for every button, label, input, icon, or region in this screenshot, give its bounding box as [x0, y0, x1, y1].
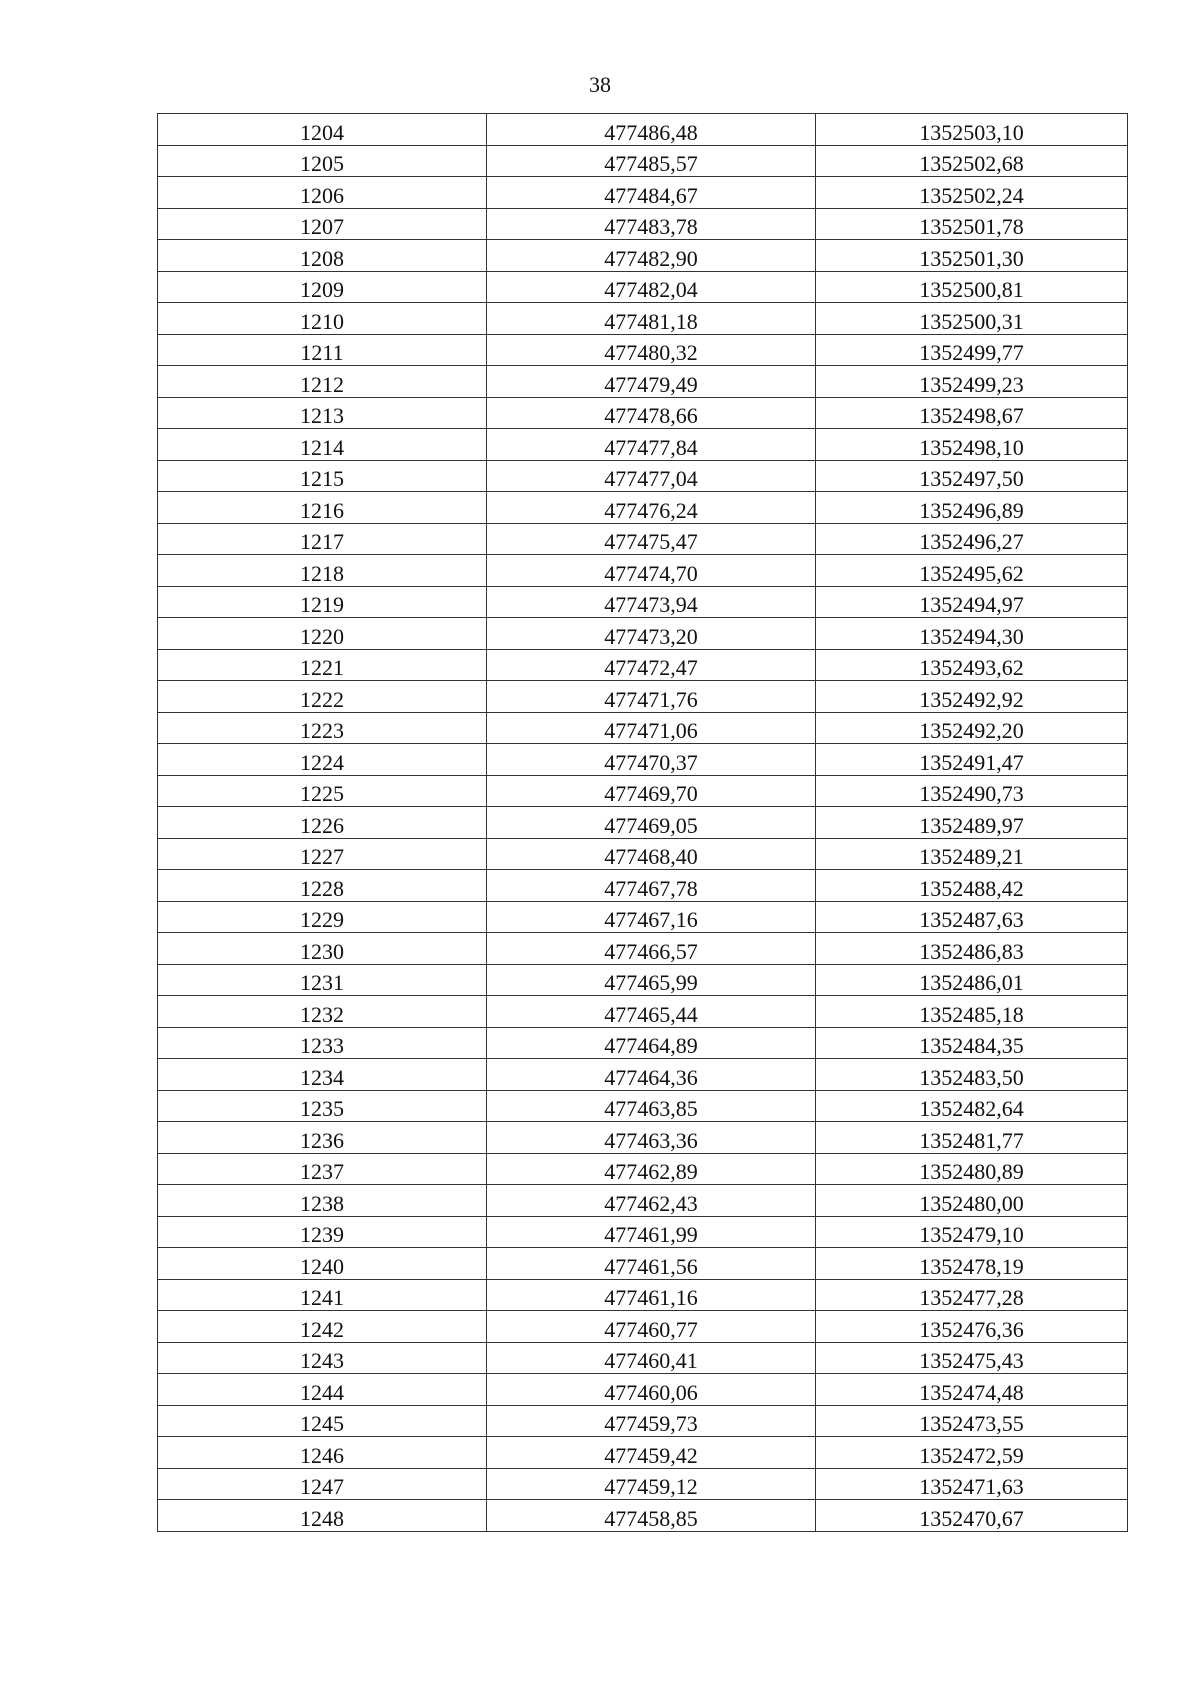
x-coordinate-cell: 477473,94	[487, 586, 816, 618]
table-row	[158, 1248, 1128, 1280]
point-number-cell: 1217	[158, 523, 487, 555]
x-coordinate-cell: 477468,40	[487, 838, 816, 870]
y-coordinate-cell: 1352483,50	[816, 1059, 1128, 1091]
x-coordinate-cell: 477464,89	[487, 1027, 816, 1059]
table-row	[158, 901, 1128, 933]
table-row	[158, 586, 1128, 618]
point-number-cell: 1212	[158, 366, 487, 398]
table-row	[158, 1405, 1128, 1437]
y-coordinate-cell: 1352492,20	[816, 712, 1128, 744]
point-number-cell: 1204	[158, 114, 487, 146]
coordinates-table	[157, 113, 1128, 1532]
y-coordinate-cell: 1352499,77	[816, 334, 1128, 366]
y-coordinate-cell: 1352474,48	[816, 1374, 1128, 1406]
y-coordinate-cell: 1352482,64	[816, 1090, 1128, 1122]
x-coordinate-cell: 477477,84	[487, 429, 816, 461]
y-coordinate-cell: 1352470,67	[816, 1500, 1128, 1532]
y-coordinate-cell: 1352471,63	[816, 1468, 1128, 1500]
y-coordinate-cell: 1352486,83	[816, 933, 1128, 965]
table-row	[158, 145, 1128, 177]
table-row	[158, 271, 1128, 303]
point-number-cell: 1227	[158, 838, 487, 870]
x-coordinate-cell: 477476,24	[487, 492, 816, 524]
point-number-cell: 1219	[158, 586, 487, 618]
table-row	[158, 1374, 1128, 1406]
table-row	[158, 807, 1128, 839]
y-coordinate-cell: 1352498,10	[816, 429, 1128, 461]
table-row	[158, 681, 1128, 713]
table-row	[158, 240, 1128, 272]
x-coordinate-cell: 477461,99	[487, 1216, 816, 1248]
x-coordinate-cell: 477460,41	[487, 1342, 816, 1374]
x-coordinate-cell: 477466,57	[487, 933, 816, 965]
x-coordinate-cell: 477465,44	[487, 996, 816, 1028]
table-row	[158, 366, 1128, 398]
y-coordinate-cell: 1352478,19	[816, 1248, 1128, 1280]
x-coordinate-cell: 477483,78	[487, 208, 816, 240]
table-row	[158, 838, 1128, 870]
point-number-cell: 1208	[158, 240, 487, 272]
y-coordinate-cell: 1352499,23	[816, 366, 1128, 398]
coordinates-table-body	[158, 114, 1128, 1532]
y-coordinate-cell: 1352496,89	[816, 492, 1128, 524]
point-number-cell: 1206	[158, 177, 487, 209]
point-number-cell: 1224	[158, 744, 487, 776]
point-number-cell: 1248	[158, 1500, 487, 1532]
table-row	[158, 1185, 1128, 1217]
point-number-cell: 1216	[158, 492, 487, 524]
y-coordinate-cell: 1352500,31	[816, 303, 1128, 335]
point-number-cell: 1242	[158, 1311, 487, 1343]
point-number-cell: 1246	[158, 1437, 487, 1469]
point-number-cell: 1214	[158, 429, 487, 461]
point-number-cell: 1239	[158, 1216, 487, 1248]
x-coordinate-cell: 477478,66	[487, 397, 816, 429]
table-row	[158, 618, 1128, 650]
table-row	[158, 1311, 1128, 1343]
y-coordinate-cell: 1352480,89	[816, 1153, 1128, 1185]
x-coordinate-cell: 477465,99	[487, 964, 816, 996]
point-number-cell: 1231	[158, 964, 487, 996]
y-coordinate-cell: 1352501,78	[816, 208, 1128, 240]
x-coordinate-cell: 477471,76	[487, 681, 816, 713]
point-number-cell: 1207	[158, 208, 487, 240]
page-number: 38	[589, 72, 611, 97]
x-coordinate-cell: 477470,37	[487, 744, 816, 776]
y-coordinate-cell: 1352500,81	[816, 271, 1128, 303]
y-coordinate-cell: 1352503,10	[816, 114, 1128, 146]
point-number-cell: 1218	[158, 555, 487, 587]
table-row	[158, 1279, 1128, 1311]
x-coordinate-cell: 477459,73	[487, 1405, 816, 1437]
x-coordinate-cell: 477486,48	[487, 114, 816, 146]
y-coordinate-cell: 1352494,97	[816, 586, 1128, 618]
table-row	[158, 996, 1128, 1028]
x-coordinate-cell: 477471,06	[487, 712, 816, 744]
table-row	[158, 964, 1128, 996]
y-coordinate-cell: 1352489,97	[816, 807, 1128, 839]
table-row	[158, 775, 1128, 807]
point-number-cell: 1209	[158, 271, 487, 303]
table-row	[158, 460, 1128, 492]
x-coordinate-cell: 477459,42	[487, 1437, 816, 1469]
y-coordinate-cell: 1352480,00	[816, 1185, 1128, 1217]
y-coordinate-cell: 1352492,92	[816, 681, 1128, 713]
x-coordinate-cell: 477480,32	[487, 334, 816, 366]
table-row	[158, 114, 1128, 146]
y-coordinate-cell: 1352498,67	[816, 397, 1128, 429]
point-number-cell: 1243	[158, 1342, 487, 1374]
point-number-cell: 1233	[158, 1027, 487, 1059]
y-coordinate-cell: 1352481,77	[816, 1122, 1128, 1154]
table-row	[158, 1090, 1128, 1122]
y-coordinate-cell: 1352479,10	[816, 1216, 1128, 1248]
y-coordinate-cell: 1352484,35	[816, 1027, 1128, 1059]
point-number-cell: 1244	[158, 1374, 487, 1406]
y-coordinate-cell: 1352473,55	[816, 1405, 1128, 1437]
y-coordinate-cell: 1352502,24	[816, 177, 1128, 209]
point-number-cell: 1237	[158, 1153, 487, 1185]
x-coordinate-cell: 477469,70	[487, 775, 816, 807]
point-number-cell: 1235	[158, 1090, 487, 1122]
x-coordinate-cell: 477460,06	[487, 1374, 816, 1406]
x-coordinate-cell: 477458,85	[487, 1500, 816, 1532]
point-number-cell: 1238	[158, 1185, 487, 1217]
point-number-cell: 1245	[158, 1405, 487, 1437]
x-coordinate-cell: 477459,12	[487, 1468, 816, 1500]
table-row	[158, 933, 1128, 965]
x-coordinate-cell: 477467,78	[487, 870, 816, 902]
point-number-cell: 1213	[158, 397, 487, 429]
y-coordinate-cell: 1352496,27	[816, 523, 1128, 555]
x-coordinate-cell: 477485,57	[487, 145, 816, 177]
table-row	[158, 649, 1128, 681]
table-row	[158, 1059, 1128, 1091]
point-number-cell: 1223	[158, 712, 487, 744]
point-number-cell: 1222	[158, 681, 487, 713]
table-row	[158, 334, 1128, 366]
point-number-cell: 1232	[158, 996, 487, 1028]
point-number-cell: 1230	[158, 933, 487, 965]
x-coordinate-cell: 477464,36	[487, 1059, 816, 1091]
y-coordinate-cell: 1352495,62	[816, 555, 1128, 587]
x-coordinate-cell: 477474,70	[487, 555, 816, 587]
table-row	[158, 712, 1128, 744]
x-coordinate-cell: 477467,16	[487, 901, 816, 933]
y-coordinate-cell: 1352477,28	[816, 1279, 1128, 1311]
table-row	[158, 429, 1128, 461]
point-number-cell: 1234	[158, 1059, 487, 1091]
table-row	[158, 555, 1128, 587]
table-row	[158, 303, 1128, 335]
table-row	[158, 1027, 1128, 1059]
y-coordinate-cell: 1352472,59	[816, 1437, 1128, 1469]
table-row	[158, 1342, 1128, 1374]
point-number-cell: 1226	[158, 807, 487, 839]
table-row	[158, 397, 1128, 429]
x-coordinate-cell: 477472,47	[487, 649, 816, 681]
point-number-cell: 1215	[158, 460, 487, 492]
table-row	[158, 870, 1128, 902]
x-coordinate-cell: 477484,67	[487, 177, 816, 209]
x-coordinate-cell: 477469,05	[487, 807, 816, 839]
x-coordinate-cell: 477462,43	[487, 1185, 816, 1217]
x-coordinate-cell: 477479,49	[487, 366, 816, 398]
y-coordinate-cell: 1352486,01	[816, 964, 1128, 996]
point-number-cell: 1211	[158, 334, 487, 366]
table-row	[158, 1500, 1128, 1532]
y-coordinate-cell: 1352490,73	[816, 775, 1128, 807]
table-row	[158, 177, 1128, 209]
table-row	[158, 523, 1128, 555]
point-number-cell: 1220	[158, 618, 487, 650]
y-coordinate-cell: 1352485,18	[816, 996, 1128, 1028]
x-coordinate-cell: 477477,04	[487, 460, 816, 492]
y-coordinate-cell: 1352501,30	[816, 240, 1128, 272]
x-coordinate-cell: 477481,18	[487, 303, 816, 335]
point-number-cell: 1210	[158, 303, 487, 335]
x-coordinate-cell: 477461,16	[487, 1279, 816, 1311]
table-row	[158, 208, 1128, 240]
point-number-cell: 1205	[158, 145, 487, 177]
point-number-cell: 1229	[158, 901, 487, 933]
point-number-cell: 1236	[158, 1122, 487, 1154]
point-number-cell: 1241	[158, 1279, 487, 1311]
y-coordinate-cell: 1352488,42	[816, 870, 1128, 902]
y-coordinate-cell: 1352476,36	[816, 1311, 1128, 1343]
y-coordinate-cell: 1352502,68	[816, 145, 1128, 177]
x-coordinate-cell: 477475,47	[487, 523, 816, 555]
table-row	[158, 1437, 1128, 1469]
y-coordinate-cell: 1352493,62	[816, 649, 1128, 681]
x-coordinate-cell: 477460,77	[487, 1311, 816, 1343]
x-coordinate-cell: 477461,56	[487, 1248, 816, 1280]
y-coordinate-cell: 1352487,63	[816, 901, 1128, 933]
y-coordinate-cell: 1352494,30	[816, 618, 1128, 650]
point-number-cell: 1225	[158, 775, 487, 807]
table-row	[158, 744, 1128, 776]
table-row	[158, 492, 1128, 524]
y-coordinate-cell: 1352489,21	[816, 838, 1128, 870]
point-number-cell: 1247	[158, 1468, 487, 1500]
y-coordinate-cell: 1352497,50	[816, 460, 1128, 492]
point-number-cell: 1221	[158, 649, 487, 681]
table-row	[158, 1122, 1128, 1154]
table-row	[158, 1468, 1128, 1500]
table-row	[158, 1216, 1128, 1248]
point-number-cell: 1240	[158, 1248, 487, 1280]
x-coordinate-cell: 477482,90	[487, 240, 816, 272]
x-coordinate-cell: 477463,36	[487, 1122, 816, 1154]
x-coordinate-cell: 477482,04	[487, 271, 816, 303]
y-coordinate-cell: 1352475,43	[816, 1342, 1128, 1374]
x-coordinate-cell: 477463,85	[487, 1090, 816, 1122]
point-number-cell: 1228	[158, 870, 487, 902]
table-row	[158, 1153, 1128, 1185]
x-coordinate-cell: 477473,20	[487, 618, 816, 650]
y-coordinate-cell: 1352491,47	[816, 744, 1128, 776]
x-coordinate-cell: 477462,89	[487, 1153, 816, 1185]
